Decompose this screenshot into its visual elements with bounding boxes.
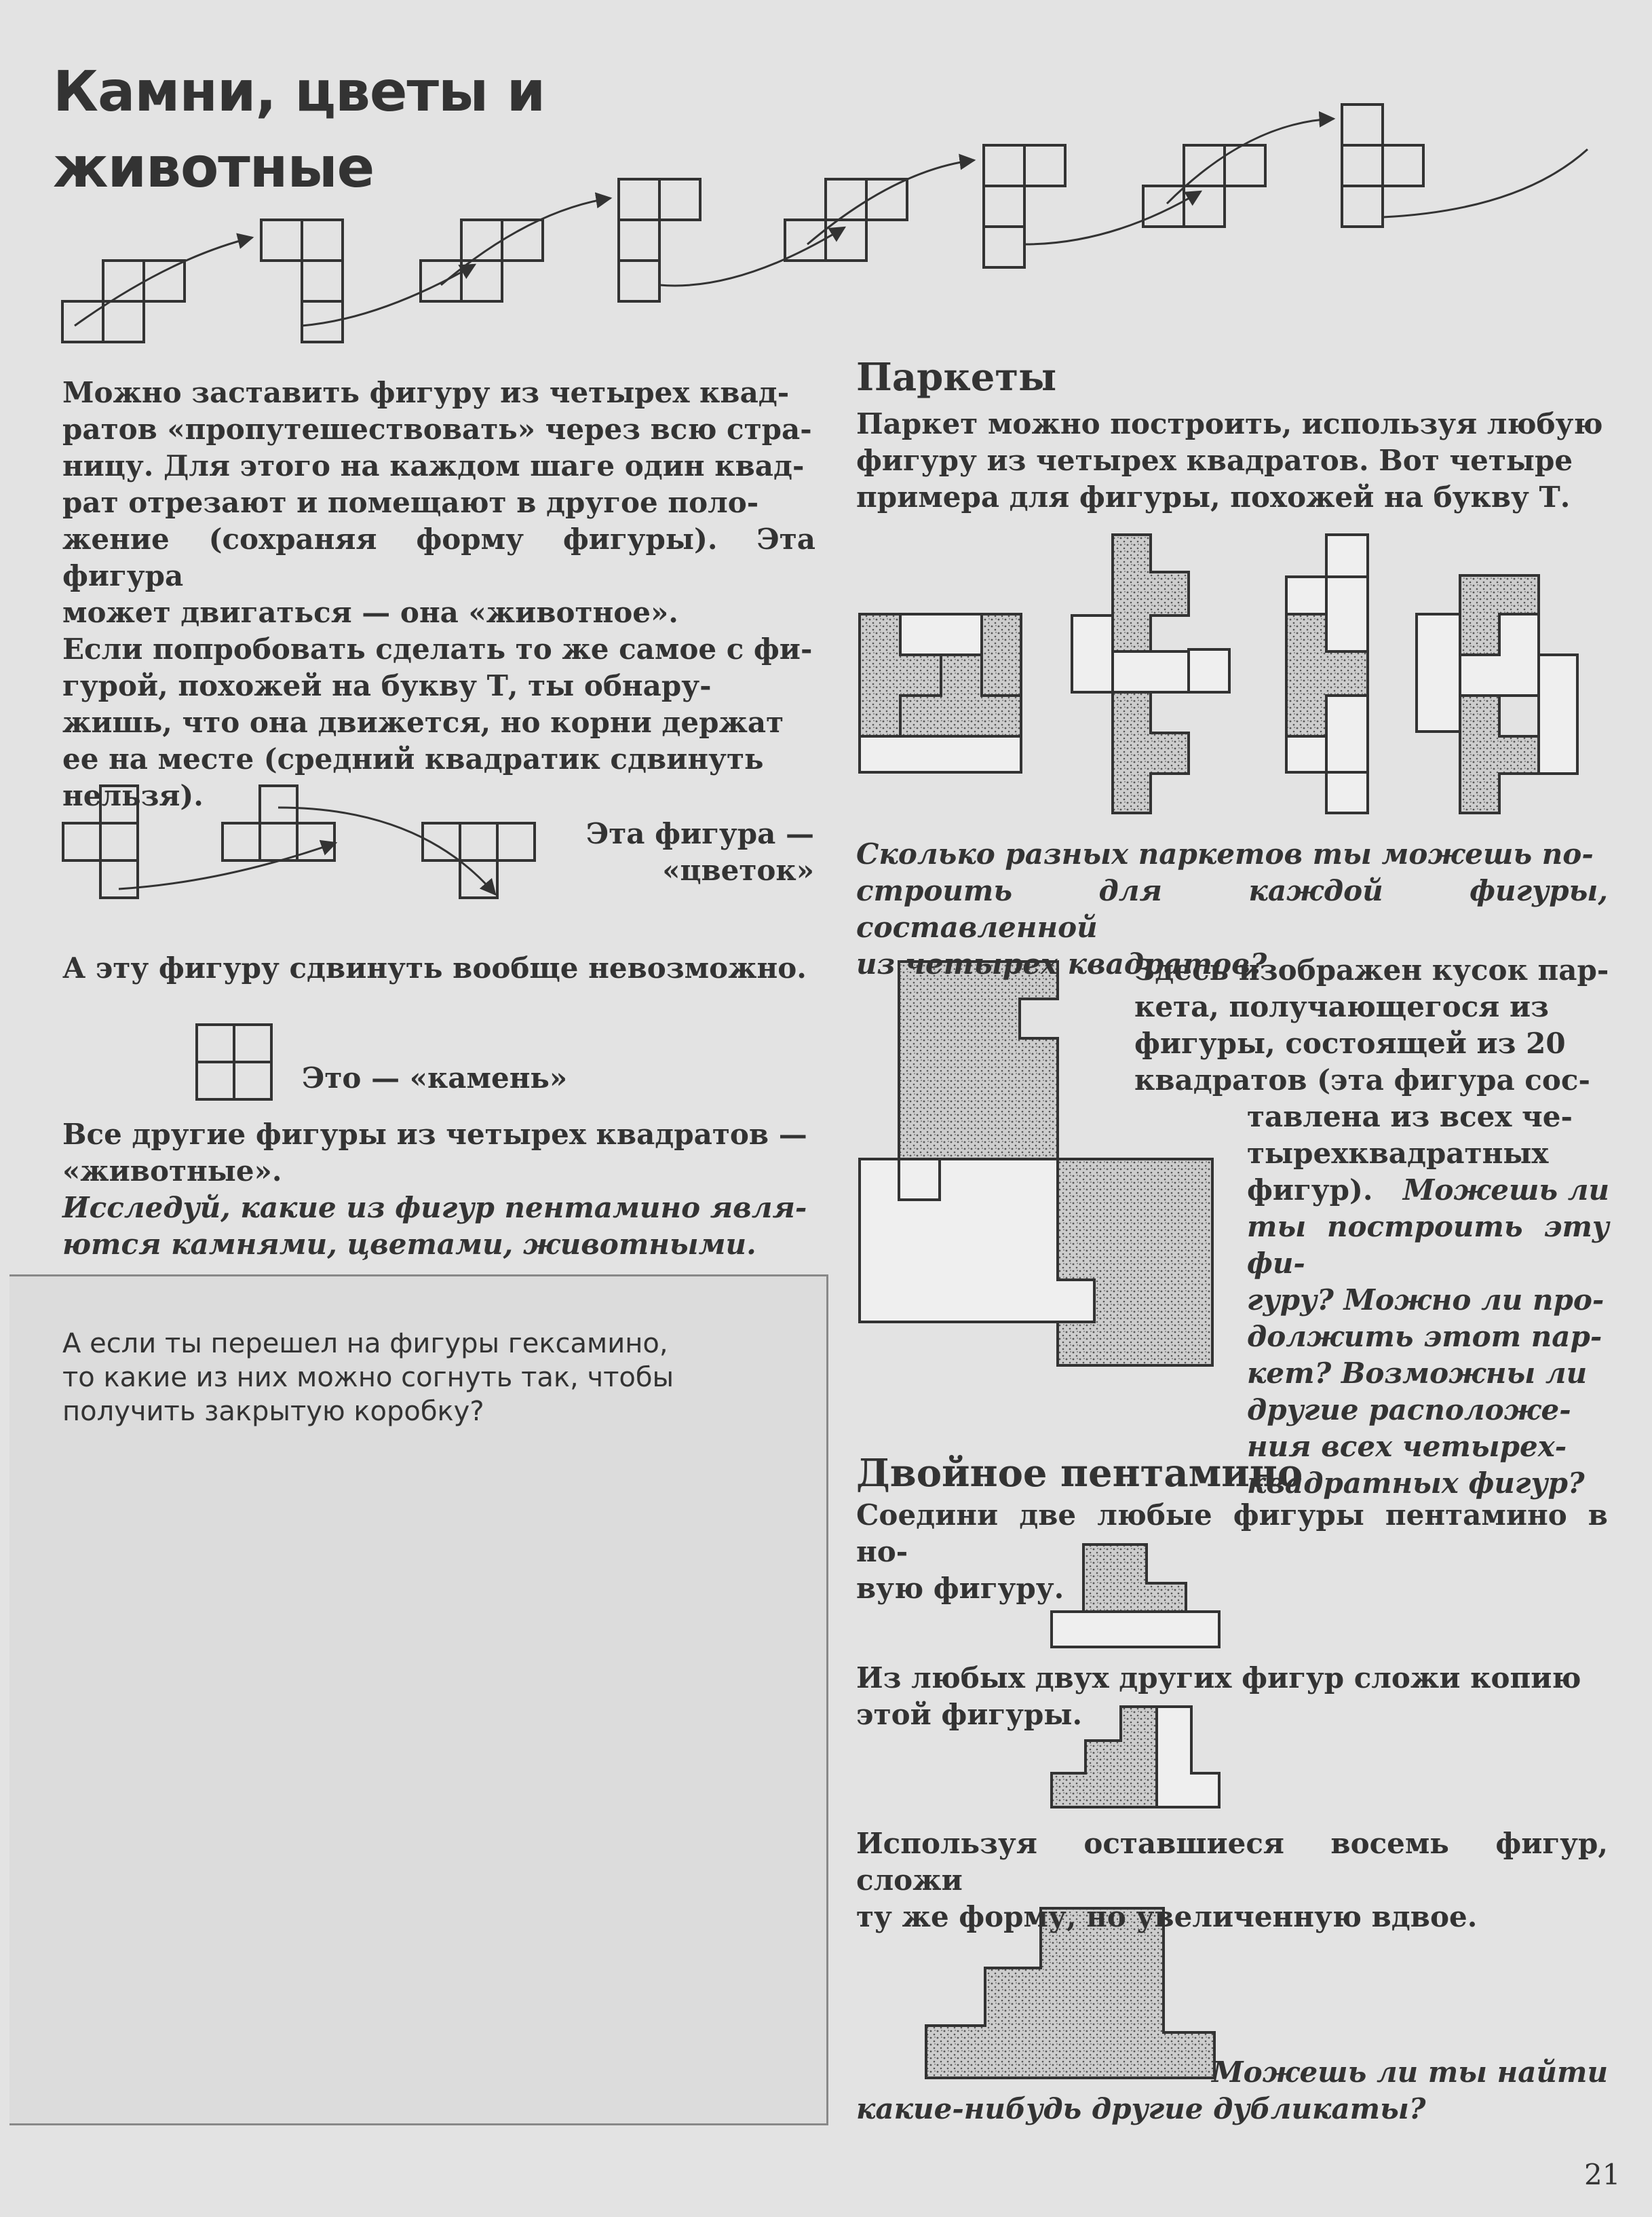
animal-shape-5	[785, 179, 907, 261]
animal-shape-4	[619, 179, 700, 301]
animal-travel-sequence	[62, 105, 1588, 342]
animal-shape-1	[62, 261, 185, 342]
animal-shape-6	[984, 145, 1065, 267]
parquet-heading: Паркеты	[856, 355, 1057, 400]
page-number: 21	[1584, 2158, 1621, 2191]
parquet-example-2	[1072, 535, 1229, 813]
parquet-piece-text-bottom: тавлена из всех че- тырехквадратных фигур). Можешь ли ты построить эту фи- гуру? Можно ли про- должить этот пар- кет? Возможны ли другие расположе- ния всех четырех- квадратных фигур?	[1247, 1100, 1609, 1500]
double-pentomino-paragraph: Соедини две любые фигуры пентамино в но- вую фигуру.	[856, 1498, 1608, 1605]
animal-shape-2	[261, 220, 343, 342]
title-line-1: Камни, цветы и	[53, 60, 545, 124]
eight-figures-paragraph: Используя оставшиеся восемь фигур, сложи ту же форму, но увеличенную вдвое.	[856, 1827, 1608, 1933]
parquet-piece-text-top: Здесь изображен кусок пар- кета, получающегося из фигуры, состоящей из 20 квадратов (эта фигура сос-	[1134, 953, 1609, 1097]
parquet-example-1	[860, 614, 1021, 772]
parquet-question: Сколько разных паркетов ты можешь по- строить для каждой фигуры, составленной из четырех квадратов?	[856, 837, 1608, 981]
intro-paragraph: Можно заставить фигуру из четырех квад- ратов «пропутешествовать» через всю стра- ницу. Для этого на каждом шаге один квад- рат отрезают и помещают в другое поло- жение (сохраняя форму фигуры). Эта фигура может двигаться — она «животное». Если попробовать сделать то же самое с фи- гурой, похожей на букву Т, ты обнару- жишь, что она движется, но корни держат ее на месте (средний квадратик сдвинуть нельзя).	[62, 376, 815, 812]
flower-caption: Эта фигура — «цветок»	[585, 817, 814, 887]
stone-caption: Это — «камень»	[302, 1061, 568, 1095]
final-question: Можешь ли ты найти какие-нибудь другие дубликаты?	[856, 2055, 1608, 2125]
others-paragraph: Все другие фигуры из четырех квадратов — «животные». Исследуй, какие из фигур пентамино явля- ются камнями, цветами, животными.	[62, 1118, 807, 1261]
title-line-2: животные	[53, 136, 374, 200]
copy-paragraph: Из любых двух других фигур сложи копию этой фигуры.	[856, 1661, 1581, 1731]
hexomino-question: А если ты перешел на фигуры гексамино, то какие из них можно согнуть так, чтобы получить закрытую коробку?	[62, 1328, 674, 1427]
double-pentomino-heading: Двойное пентамино	[856, 1451, 1303, 1496]
parquet-example-4	[1417, 575, 1577, 813]
animal-shape-7	[1143, 145, 1265, 227]
parquet-example-3	[1286, 535, 1368, 813]
animal-shape-8	[1342, 105, 1423, 227]
animal-shape-3	[421, 220, 543, 301]
parquet-paragraph: Паркет можно построить, используя любую фигуру из четырех квадратов. Вот четыре примера для фигуры, похожей на букву Т.	[856, 407, 1603, 514]
stone-figure	[197, 1025, 271, 1099]
stone-intro: А эту фигуру сдвинуть вообще невозможно.	[62, 951, 807, 985]
